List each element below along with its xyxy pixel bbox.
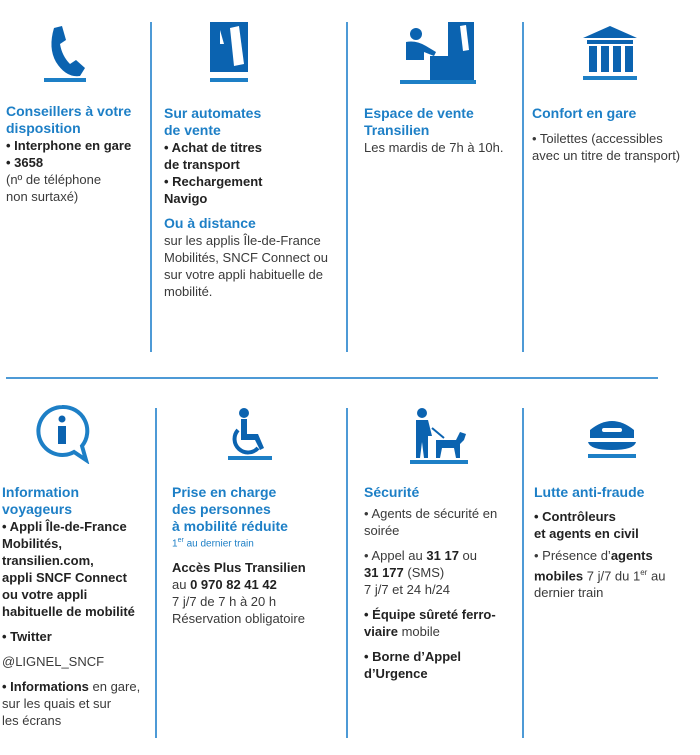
sales-space-block bbox=[364, 105, 519, 156]
information-icon bbox=[34, 404, 90, 464]
security-dog-icon bbox=[410, 408, 468, 464]
body-text: 7 j/7 de 7 h à 20 h bbox=[172, 594, 277, 610]
body-text: • Toilettes (accessibles bbox=[532, 131, 663, 146]
comfort-title: Confort en gare bbox=[532, 105, 637, 121]
list-item: • Interphone en gare bbox=[6, 138, 132, 153]
emphasis-text: • Informations bbox=[2, 679, 89, 694]
body-text: dernier train bbox=[534, 585, 604, 601]
security-block bbox=[364, 484, 520, 682]
list-item: • Achat de titres bbox=[164, 140, 262, 155]
station-building-icon bbox=[583, 26, 637, 84]
list-item: viaire mobile bbox=[364, 624, 440, 639]
service-name: Accès Plus Transilien bbox=[172, 560, 306, 576]
body-text: Réservation obligatoire bbox=[172, 611, 305, 627]
first-to-last-train-note: 1er au dernier train bbox=[172, 537, 254, 550]
list-item: habituelle de mobilité bbox=[2, 604, 135, 619]
body-text: les écrans bbox=[2, 713, 62, 728]
phone-number: 0 970 82 41 42 bbox=[190, 577, 277, 593]
machines-title: de vente bbox=[164, 122, 221, 138]
info-title: voyageurs bbox=[2, 501, 73, 517]
note-text: non surtaxé) bbox=[6, 189, 79, 204]
machines-title: Sur automates bbox=[164, 105, 262, 121]
row-divider bbox=[6, 377, 658, 379]
list-item bbox=[2, 678, 154, 695]
column-divider bbox=[155, 408, 157, 738]
list-item: d’Urgence bbox=[364, 666, 428, 681]
column-divider bbox=[522, 408, 524, 738]
sales-title: Espace de vente bbox=[364, 105, 474, 121]
wheelchair-icon bbox=[228, 408, 272, 462]
list-item: • 3658 bbox=[6, 155, 44, 170]
ticket-machine-icon bbox=[206, 22, 252, 86]
anti-fraud-block bbox=[534, 484, 700, 601]
advisors-title: disposition bbox=[6, 120, 81, 136]
list-item: Mobilités, bbox=[2, 536, 62, 551]
inspector-cap-icon bbox=[584, 412, 640, 460]
pmr-title: des personnes bbox=[172, 501, 271, 517]
advisors-title: Conseillers à votre bbox=[6, 103, 132, 119]
list-item: 31 177 (SMS) bbox=[364, 565, 445, 580]
list-item: de transport bbox=[164, 157, 240, 172]
column-divider bbox=[346, 408, 348, 738]
body-text: soirée bbox=[364, 523, 400, 538]
note-text: (nº de téléphone bbox=[6, 172, 102, 187]
body-text: Les mardis de 7h à 10h. bbox=[364, 140, 504, 155]
twitter-handle: @LIGNEL_SNCF bbox=[2, 654, 105, 669]
list-item: • Équipe sûreté ferro- bbox=[364, 607, 496, 622]
column-divider bbox=[346, 22, 348, 352]
body-text: • Agents de sécurité en bbox=[364, 506, 498, 521]
list-item: appli SNCF Connect bbox=[2, 570, 127, 585]
list-item: • Borne d’Appel bbox=[364, 649, 461, 664]
list-item: • Contrôleurs bbox=[534, 509, 616, 524]
list-item: • Twitter bbox=[2, 629, 52, 644]
sales-title: Transilien bbox=[364, 122, 430, 138]
security-title: Sécurité bbox=[364, 484, 420, 500]
advisors-block bbox=[6, 103, 151, 205]
body-text: avec un titre de transport) bbox=[532, 148, 681, 163]
list-item: • Présence d’agents bbox=[534, 548, 653, 563]
ticket-machines-block bbox=[164, 105, 344, 300]
column-divider bbox=[522, 22, 524, 352]
list-item: mobiles 7 j/7 du 1er au bbox=[534, 568, 666, 584]
telephone-icon bbox=[40, 22, 90, 84]
pmr-title: à mobilité réduite bbox=[172, 518, 288, 534]
list-item: • Appli Île-de-France bbox=[2, 519, 127, 534]
body-text: sur les applis Île-de-France bbox=[164, 233, 321, 248]
body-text: 7 j/7 et 24 h/24 bbox=[364, 582, 451, 597]
list-item: ou votre appli bbox=[2, 587, 88, 602]
reduced-mobility-block bbox=[172, 484, 344, 627]
list-item: • Appel au 31 17 ou bbox=[364, 548, 478, 563]
anti-fraud-title: Lutte anti-fraude bbox=[534, 484, 645, 500]
info-title: Information bbox=[2, 484, 79, 500]
phone-line: au 0 970 82 41 42 bbox=[172, 577, 277, 593]
list-item: et agents en civil bbox=[534, 526, 639, 541]
body-text: en gare, bbox=[88, 679, 141, 694]
traveler-info-block bbox=[2, 484, 154, 729]
ticket-desk-icon bbox=[400, 22, 476, 86]
remote-subtitle: Ou à distance bbox=[164, 215, 256, 231]
comfort-block bbox=[532, 105, 700, 164]
body-text: sur votre appli habituelle de bbox=[164, 267, 323, 282]
body-text: sur les quais et sur bbox=[2, 696, 112, 711]
list-item: • Rechargement bbox=[164, 174, 263, 189]
list-item: Navigo bbox=[164, 191, 208, 206]
list-item: transilien.com, bbox=[2, 553, 94, 568]
pmr-title: Prise en charge bbox=[172, 484, 277, 500]
body-text: mobilité. bbox=[164, 284, 213, 299]
body-text: Mobilités, SNCF Connect ou bbox=[164, 250, 329, 265]
